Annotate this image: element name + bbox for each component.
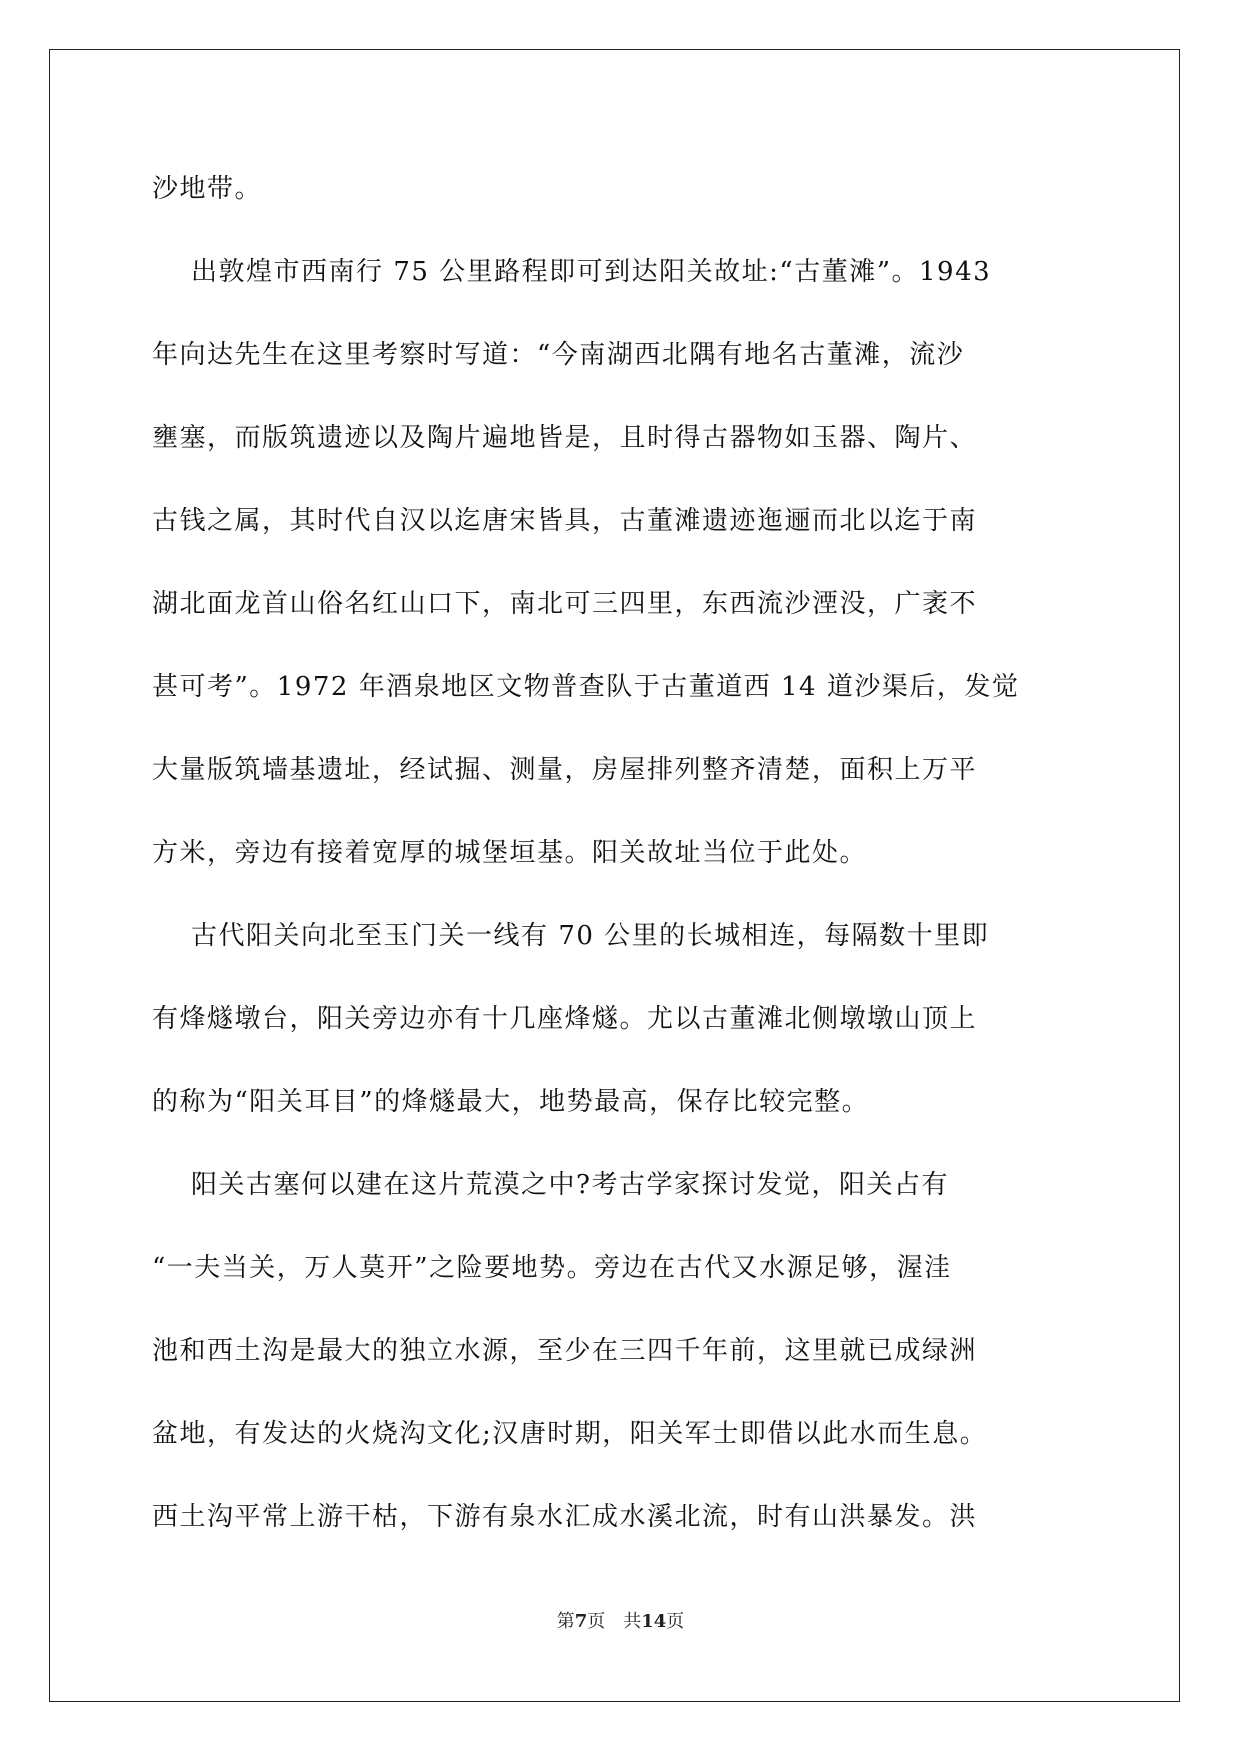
text-line: 古钱之属，其时代自汉以迄唐宋皆具，古董滩遗迹迤逦而北以迄于南 bbox=[152, 506, 978, 536]
text-line: 西土沟平常上游干枯，下游有泉水汇成水溪北流，时有山洪暴发。洪 bbox=[152, 1502, 978, 1532]
text-line: 的称为“阳关耳目”的烽燧最大，地势最高，保存比较完整。 bbox=[152, 1087, 870, 1117]
page-suffix: 页 bbox=[587, 1611, 606, 1632]
text-line: 盆地，有发达的火烧沟文化;汉唐时期，阳关军士即借以此水而生息。 bbox=[152, 1419, 988, 1449]
text-line: 有烽燧墩台，阳关旁边亦有十几座烽燧。尤以古董滩北侧墩墩山顶上 bbox=[152, 1004, 978, 1034]
page-prefix: 第 bbox=[556, 1611, 575, 1632]
text-line: “一夫当关，万人莫开”之险要地势。旁边在古代又水源足够，渥洼 bbox=[152, 1253, 952, 1283]
total-prefix: 共 bbox=[623, 1611, 642, 1632]
text-line: 古代阳关向北至玉门关一线有 70 公里的长城相连，每隔数十里即 bbox=[152, 921, 990, 951]
text-line: 阳关古塞何以建在这片荒漠之中?考古学家探讨发觉，阳关占有 bbox=[152, 1170, 949, 1200]
page-border bbox=[49, 49, 1180, 1702]
text-line: 大量版筑墙基遗址，经试掘、测量，房屋排列整齐清楚，面积上万平 bbox=[152, 755, 978, 785]
text-line: 方米，旁边有接着宽厚的城堡垣基。阳关故址当位于此处。 bbox=[152, 838, 868, 868]
page-number: 7 bbox=[574, 1611, 588, 1632]
text-line: 年向达先生在这里考察时写道：“今南湖西北隅有地名古董滩，流沙 bbox=[152, 340, 965, 370]
page-footer bbox=[0, 1610, 1241, 1634]
total-suffix: 页 bbox=[666, 1611, 685, 1632]
text-line: 湖北面龙首山俗名红山口下，南北可三四里，东西流沙湮没，广袤不 bbox=[152, 589, 978, 619]
text-line: 出敦煌市西南行 75 公里路程即可到达阳关故址:“古董滩”。1943 bbox=[152, 257, 992, 287]
text-line: 甚可考”。1972 年酒泉地区文物普查队于古董道西 14 道沙渠后，发觉 bbox=[152, 672, 1020, 702]
text-line: 壅塞，而版筑遗迹以及陶片遍地皆是，且时得古器物如玉器、陶片、 bbox=[152, 423, 978, 453]
text-line: 池和西土沟是最大的独立水源，至少在三四千年前，这里就已成绿洲 bbox=[152, 1336, 978, 1366]
text-line: 沙地带。 bbox=[152, 174, 263, 204]
total-pages: 14 bbox=[641, 1611, 667, 1632]
